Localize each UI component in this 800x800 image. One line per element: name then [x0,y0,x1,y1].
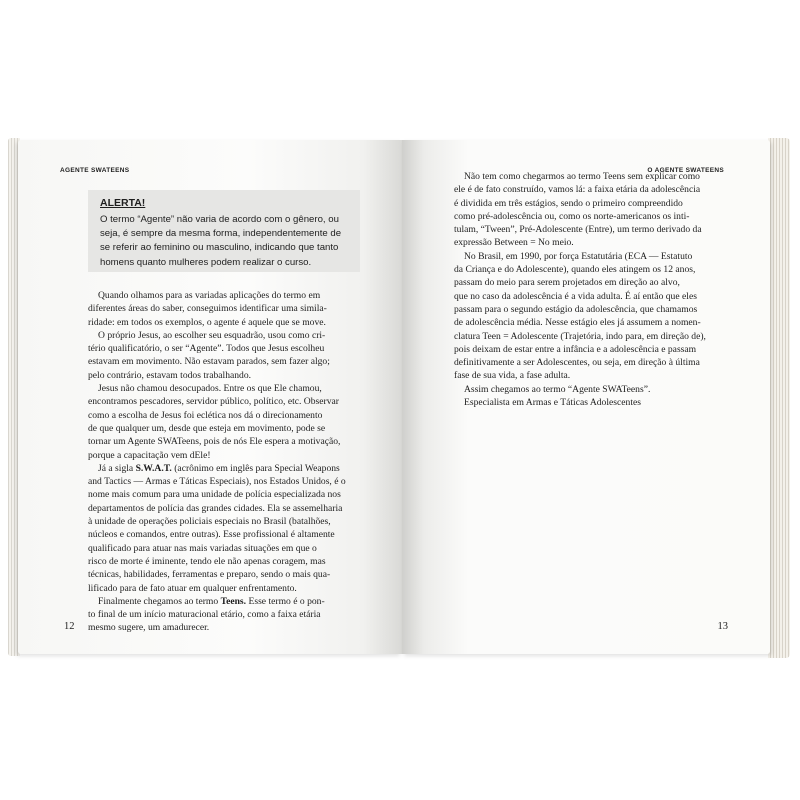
alert-box [88,190,360,272]
emphasized-term: S.W.A.T. [135,462,172,474]
text-line: risco de morte é iminente, tendo ele não apenas coragem, mas [88,555,326,567]
text-line: passam para o segundo estágio da adolescência, que chamamos [454,303,698,315]
left-body-text [88,289,346,635]
left-page [18,140,402,654]
left-running-head: AGENTE SWATEENS [60,167,130,174]
text-line: da Criança e do Adolescente), quando eles atingem os 12 anos, [454,264,696,276]
right-page-number: 13 [717,621,728,632]
emphasized-term: Teens. [220,595,247,607]
right-running-head: O AGENTE SWATEENS [647,167,724,174]
text-line: nome mais comum para uma unidade de polícia especializada nos [88,489,341,501]
text-line: de que qualquer um, desde que esteja em movimento, pode se [88,422,326,434]
text-line: fase de sua vida, a fase adulta. [454,370,571,382]
text-line: Já a sigla S.W.A.T. (acrônimo em inglês para Special Weapons [98,462,340,474]
alert-title: ALERTA! [100,197,146,209]
text-line: à unidade de operações policiais especiais no Brasil (batalhões, [88,516,331,528]
text-line: porque a capacitação vem dEle! [88,449,211,461]
text-line: Jesus não chamou desocupados. Entre os que Ele chamou, [98,383,322,395]
text-line: encontramos pescadores, servidor público, político, etc. Observar [88,396,339,408]
text-line: que no caso da adolescência é a vida adulta. É aí então que eles [454,290,697,302]
text-line: Não tem como chegarmos ao termo Teens sem explicar como [464,171,700,182]
text-line: como pré-adolescência ou, como os norte-americanos os inti- [454,210,690,222]
text-line: passam do meio para serem projetados em direção ao alvo, [454,277,680,289]
text-line: to final de um início maturacional etário, como a faixa etária [88,609,321,621]
text-line: O próprio Jesus, ao escolher seu esquadrão, usou como cri- [98,329,326,341]
right-page-edges [768,138,790,658]
text-line: ridade: em todos os exemplos, o agente é aquele que se move. [88,316,326,328]
right-body-text [454,170,706,409]
text-line: Assim chegamos ao termo “Agente SWATeens”. [464,383,651,395]
alert-line: homens quanto mulheres podem realizar o curso. [100,256,312,268]
text-line: é dividida em três estágios, sendo o primeiro compreendido [454,197,683,209]
text-line: definitivamente a ser Adolescentes, ou seja, em direção à última [454,357,700,369]
text-line: lificado para de fato atuar em qualquer enfrentamento. [88,582,297,594]
text-line: departamentos de polícia das grandes cidades. Ela se assemelharia [88,502,343,514]
text-line: qualificado para atuar nas mais variadas situações em que o [88,542,317,554]
text-line: Finalmente chegamos ao termo Teens. Esse termo é o pon- [98,595,325,607]
text-line: técnicas, habilidades, ferramentas e preparo, sendo o mais qua- [88,569,331,581]
text-line: pelo contrário, estavam todos trabalhando. [88,369,252,381]
text-line: pois deixam de estar entre a infância e a adolescência e passam [454,343,697,355]
alert-line: O termo “Agente” não varia de acordo com o gênero, ou [100,214,339,225]
text-line: de adolescência média. Nesse estágio eles já assumem a nomen- [454,317,701,329]
alert-line: se referir ao feminino ou masculino, indicando que tanto [100,242,339,254]
alert-line: seja, é sempre da mesma forma, independentemente de [100,228,342,240]
text-line: and Tactics — Armas e Táticas Especiais), nos Estados Unidos, é o [88,476,346,488]
text-line: ele é de fato construído, vamos lá: a faixa etária da adolescência [454,184,701,196]
left-page-number: 12 [64,621,75,632]
text-line: como a escolha de Jesus foi eclética nos dá o direcionamento [88,409,323,421]
text-line: tornar um Agente SWATeens, pois de nós Ele espera a motivação, [88,436,341,448]
text-line: núcleos e comandos, entre outras). Esse profissional é altamente [88,529,335,541]
text-line: estavam em movimento. Não estavam parados, sem fazer algo; [88,356,330,368]
text-line: Especialista em Armas e Táticas Adolescentes [464,397,641,409]
text-line: expressão Between = No meio. [454,237,574,249]
text-line: diferentes áreas do saber, conseguimos identificar uma simila- [88,303,327,315]
right-page [402,140,770,654]
text-line: No Brasil, em 1990, por força Estatutária (ECA — Estatuto [464,250,693,262]
text-line: clatura Teen = Adolescente (Trajetória, indo para, em direção de), [454,330,706,342]
text-line: Quando olhamos para as variadas aplicações do termo em [98,290,321,301]
text-line: mesmo sugere, um amadurecer. [88,622,210,634]
text-line: tério qualificatório, o ser “Agente”. Todos que Jesus escolheu [88,343,325,355]
text-line: tulam, “Tween”, Pré-Adolescente (Entre), um termo derivado da [454,224,702,236]
